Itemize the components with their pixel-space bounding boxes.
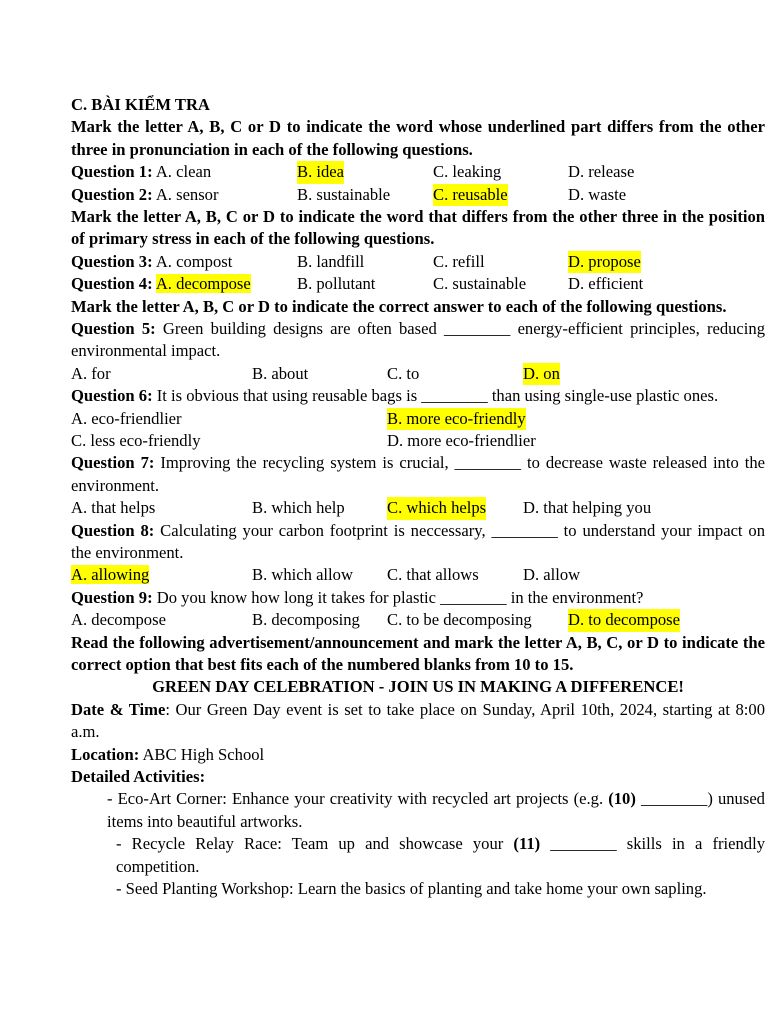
option-a: A. clean	[155, 162, 212, 182]
date-text: : Our Green Day event is set to take place on Sunday, April 10th, 2024, starting at 8:00 a.m.	[71, 699, 765, 742]
question-text: Improving the recycling system is crucial, ________ to decrease waste released into the environment.	[71, 453, 765, 495]
option-c-highlighted: C. reusable	[433, 184, 508, 206]
ad-location	[71, 744, 765, 766]
option-c: C. to	[387, 363, 420, 383]
ad-date-time	[71, 699, 765, 744]
question-label: Question 6:	[71, 386, 153, 406]
instruction-reading: Read the following advertisement/announcement and mark the letter A, B, C, or D to indicate the correct option that best fits each of the numbered blanks from 10 to 15.	[71, 632, 765, 674]
option-a-highlighted: A. decompose	[155, 274, 251, 294]
option-b: B. which help	[252, 498, 345, 518]
advertisement-title: GREEN DAY CELEBRATION - JOIN US IN MAKING A DIFFERENCE!	[152, 677, 684, 697]
activity-text: ________) unused items into beautiful artworks.	[107, 789, 765, 831]
option-b: B. about	[252, 363, 309, 383]
question-6-options-row2	[71, 430, 765, 452]
question-text: It is obvious that using reusable bags is ________ than using single-use plastic ones.	[152, 386, 719, 406]
option-b-highlighted: B. idea	[297, 161, 344, 183]
instruction-stress: Mark the letter A, B, C or D to indicate the word that differs from the other three in the position of primary stress in each of the following questions.	[71, 206, 765, 249]
option-d: D. waste	[568, 184, 627, 204]
option-c: C. to be decomposing	[387, 610, 532, 630]
question-label: Question 9:	[71, 587, 153, 607]
question-8-stem	[71, 520, 765, 565]
option-d: D. more eco-friendlier	[387, 430, 536, 450]
option-d: D. release	[568, 162, 635, 182]
question-4	[71, 273, 765, 295]
instruction-correct-answer: Mark the letter A, B, C or D to indicate the correct answer to each of the following questions.	[71, 296, 727, 316]
option-b-highlighted: B. more eco-friendly	[387, 408, 526, 430]
instruction-pronunciation: Mark the letter A, B, C or D to indicate the word whose underlined part differs from the other three in pronunciation in each of the following questions.	[71, 117, 765, 159]
date-label: Date & Time	[71, 699, 166, 719]
activity-seed-planting: - Seed Planting Workshop: Learn the basics of planting and take home your own sapling.	[116, 878, 707, 898]
location-text: ABC High School	[139, 744, 265, 764]
option-a-highlighted: A. allowing	[71, 565, 150, 585]
worksheet-page	[71, 94, 765, 900]
location-label: Location:	[71, 744, 140, 764]
activity-relay-race	[71, 833, 765, 878]
question-text: Calculating your carbon footprint is neccessary, ________ to understand your impact on the environment.	[71, 520, 765, 562]
option-c: C. sustainable	[433, 274, 527, 294]
question-label: Question 4:	[71, 274, 153, 294]
option-d-highlighted: D. propose	[568, 251, 641, 273]
option-d: D. allow	[523, 565, 581, 585]
activity-text: ________ skills in a friendly competition.	[116, 834, 765, 876]
question-5-options	[71, 363, 765, 385]
option-b: B. which allow	[252, 565, 353, 585]
option-a: A. eco-friendlier	[71, 408, 182, 428]
option-a: A. sensor	[155, 184, 219, 204]
blank-number: (11)	[513, 834, 541, 854]
option-b: B. decomposing	[252, 610, 360, 630]
option-d: D. that helping you	[523, 498, 652, 518]
option-b: B. landfill	[297, 251, 365, 271]
question-6-stem	[71, 385, 765, 407]
option-c: C. less eco-friendly	[71, 430, 201, 450]
activity-eco-art	[71, 788, 765, 833]
ad-activities-label: Detailed Activities:	[71, 766, 206, 786]
question-9-stem	[71, 587, 765, 609]
option-c: C. refill	[433, 251, 485, 271]
question-label: Question 1:	[71, 162, 153, 182]
question-text: Green building designs are often based ________ energy-efficient principles, reducing environmental impact.	[71, 318, 765, 361]
option-b: B. pollutant	[297, 274, 376, 294]
question-6-options-row1	[71, 408, 765, 430]
question-label: Question 8:	[71, 520, 155, 540]
question-8-options	[71, 564, 765, 586]
section-title: C. BÀI KIỂM TRA	[71, 95, 210, 114]
option-c: C. that allows	[387, 565, 479, 585]
question-text: Do you know how long it takes for plastic ________ in the environment?	[152, 587, 644, 607]
activity-text: - Eco-Art Corner: Enhance your creativity with recycled art projects (e.g.	[107, 789, 609, 809]
question-3	[71, 251, 765, 273]
option-c-highlighted: C. which helps	[387, 497, 486, 519]
question-label: Question 2:	[71, 184, 153, 204]
option-a: A. compost	[155, 251, 233, 271]
option-d-highlighted: D. on	[523, 363, 560, 385]
question-label: Question 5:	[71, 318, 156, 338]
blank-number: (10)	[608, 789, 636, 809]
option-b: B. sustainable	[297, 184, 391, 204]
activity-text: - Recycle Relay Race: Team up and showcase your	[116, 834, 514, 854]
question-1	[71, 161, 765, 183]
option-a: A. for	[71, 363, 111, 383]
option-a: A. that helps	[71, 498, 156, 518]
option-d: D. efficient	[568, 274, 644, 294]
question-label: Question 7:	[71, 453, 155, 473]
question-5-stem	[71, 318, 765, 363]
option-c: C. leaking	[433, 162, 502, 182]
question-label: Question 3:	[71, 251, 153, 271]
question-9-options	[71, 609, 765, 631]
option-d-highlighted: D. to decompose	[568, 609, 680, 631]
question-7-options	[71, 497, 765, 519]
question-7-stem	[71, 452, 765, 497]
question-2	[71, 184, 765, 206]
option-a: A. decompose	[71, 610, 166, 630]
